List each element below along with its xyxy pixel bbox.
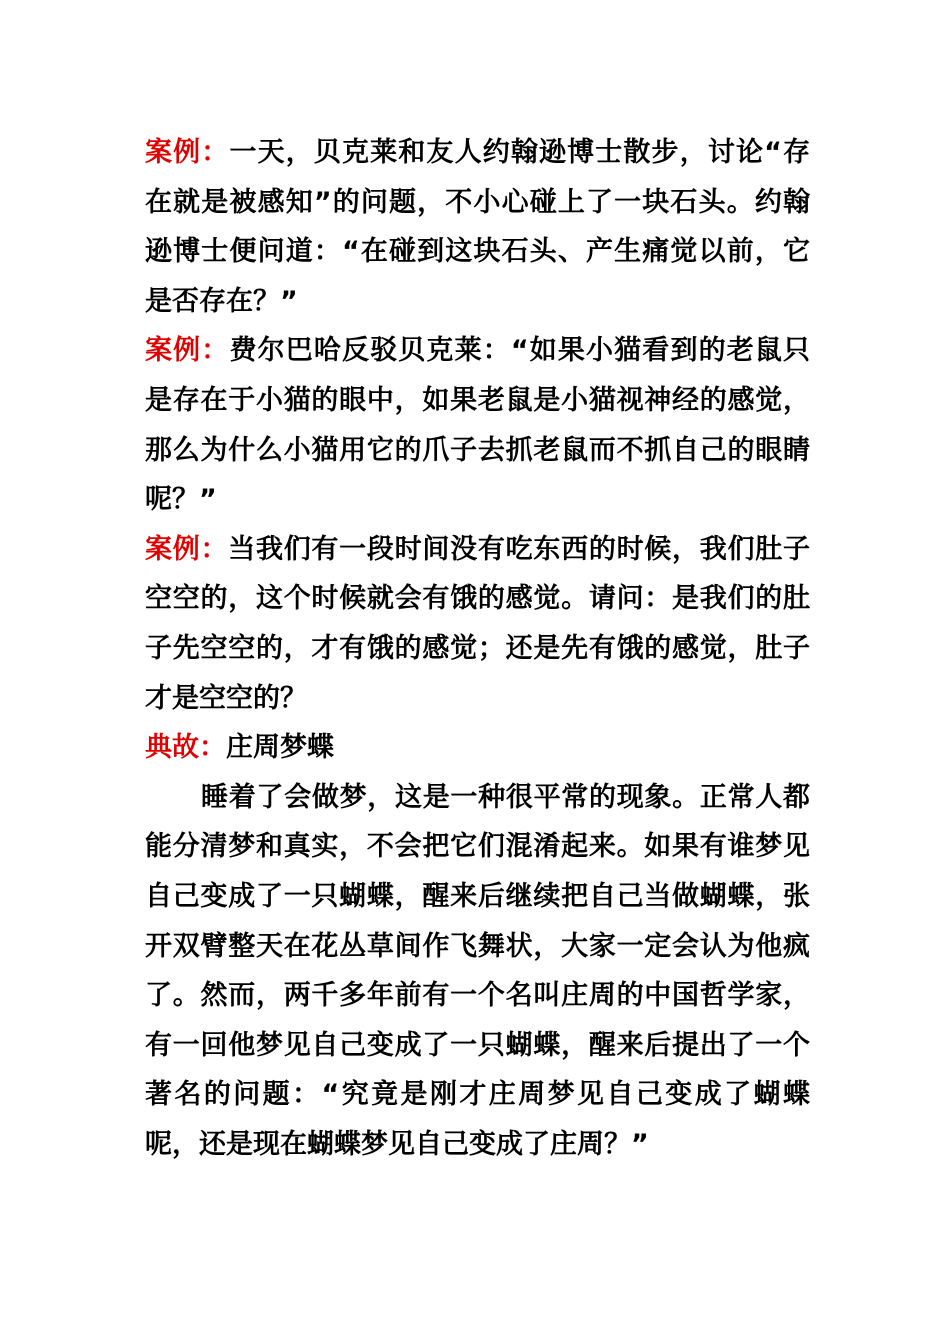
case-label: 案例： (145, 335, 230, 367)
document-page (145, 128, 810, 1169)
case-text: 费尔巴哈反驳贝克莱：“如果小猫看到的老鼠只是存在于小猫的眼中，如果老鼠是小猫视神经的感觉，那么为什么小猫用它的爪子去抓老鼠而不抓自己的眼睛呢？” (145, 335, 811, 516)
allusion-label: 典故： (145, 732, 226, 764)
case-paragraph-2 (145, 326, 810, 524)
case-text: 一天，贝克莱和友人约翰逊博士散步，讨论“存在就是被感知”的问题，不小心碰上了一块石头。约翰逊博士便问道：“在碰到这块石头、产生痛觉以前，它是否存在？” (145, 137, 811, 317)
case-paragraph-3 (145, 525, 810, 723)
case-label: 案例： (145, 137, 230, 168)
case-text: 当我们有一段时间没有吃东西的时候，我们肚子空空的，这个时候就会有饿的感觉。请问：是我们的肚子先空空的，才有饿的感觉；还是先有饿的感觉，肚子才是空空的？ (145, 533, 811, 714)
allusion-heading (145, 723, 810, 773)
allusion-title: 庄周梦蝶 (226, 732, 334, 764)
story-paragraph: 睡着了会做梦，这是一种很平常的现象。正常人都能分清梦和真实，不会把它们混淆起来。如果有谁梦见自己变成了一只蝴蝶，醒来后继续把自己当做蝴蝶，张开双臂整天在花丛草间作飞舞状，大家一定会认为他疯了。然而，两千多年前有一个名叫庄周的中国哲学家，有一回他梦见自己变成了一只蝴蝶，醒来后提出了一个著名的问题：“究竟是刚才庄周梦见自己变成了蝴蝶呢，还是现在蝴蝶梦见自己变成了庄周？” (145, 781, 810, 1160)
case-paragraph-1 (145, 128, 810, 326)
case-label: 案例： (145, 533, 229, 565)
